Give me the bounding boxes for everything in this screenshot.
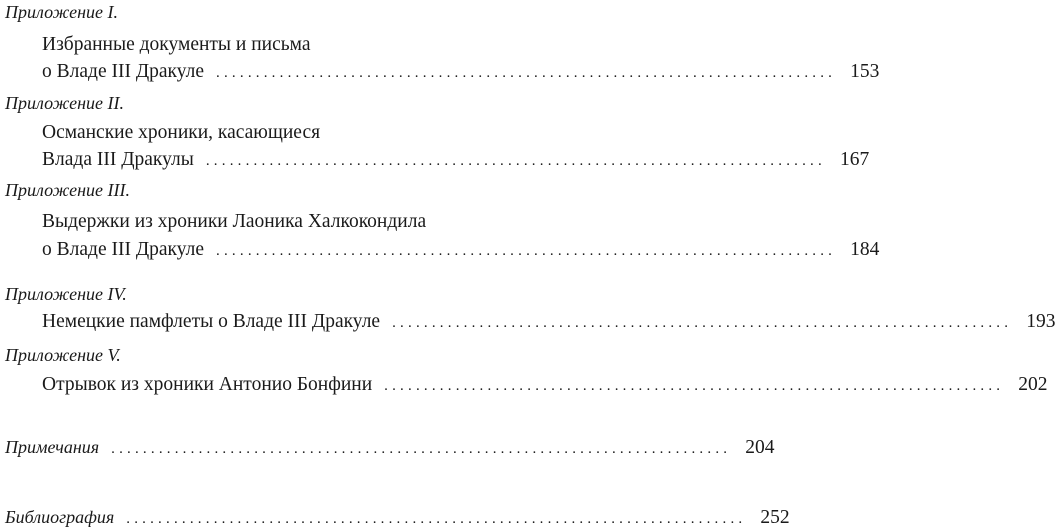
toc-entry-line — [42, 121, 597, 145]
appendix-heading: Приложение IV. — [5, 284, 127, 304]
entry-text: о Владе III Дракуле — [42, 239, 205, 260]
page-number: 153 — [850, 61, 880, 82]
entry-text: Примечания — [5, 437, 100, 457]
page-number: 193 — [1026, 311, 1055, 332]
page-number: 252 — [760, 507, 790, 528]
dot-leader: .............................................................................. — [216, 65, 837, 81]
toc-entry-line — [42, 210, 597, 234]
appendix-heading: Приложение III. — [5, 180, 131, 200]
page-number: 167 — [839, 149, 870, 170]
toc-entry[interactable] — [42, 373, 1048, 398]
dot-leader: .............................................................................. — [384, 378, 1005, 394]
toc-entry-bibliography[interactable] — [5, 505, 790, 531]
toc-entry[interactable] — [42, 60, 880, 85]
entry-text: Османские хроники, касающиеся — [42, 122, 321, 143]
toc-entry[interactable] — [42, 310, 1055, 335]
dot-leader: .............................................................................. — [126, 511, 747, 527]
entry-text: Библиография — [5, 507, 115, 527]
page-number: 202 — [1018, 374, 1048, 395]
dot-leader: .............................................................................. — [216, 243, 837, 259]
toc-entry-line — [42, 33, 597, 57]
appendix-heading: Приложение II. — [5, 93, 125, 113]
dot-leader: .............................................................................. — [205, 153, 826, 169]
entry-text: Отрывок из хроники Антонио Бонфини — [42, 374, 373, 395]
entry-text: о Владе III Дракуле — [42, 61, 205, 82]
appendix-heading: Приложение V. — [5, 345, 121, 365]
entry-text: Влада III Дракулы — [42, 149, 194, 170]
toc-entry-notes[interactable] — [5, 435, 775, 461]
entry-text: Немецкие памфлеты о Владе III Дракуле — [42, 311, 381, 332]
page-number: 184 — [850, 239, 880, 260]
appendix-heading: Приложение I. — [5, 2, 119, 22]
entry-text: Избранные документы и письма — [42, 34, 311, 55]
toc-entry[interactable] — [42, 148, 870, 173]
toc-entry[interactable] — [42, 238, 880, 263]
page-number: 204 — [745, 437, 775, 458]
dot-leader: .............................................................................. — [392, 315, 1013, 331]
dot-leader: .............................................................................. — [111, 441, 732, 457]
entry-text: Выдержки из хроники Лаоника Халкокондила — [42, 211, 427, 232]
